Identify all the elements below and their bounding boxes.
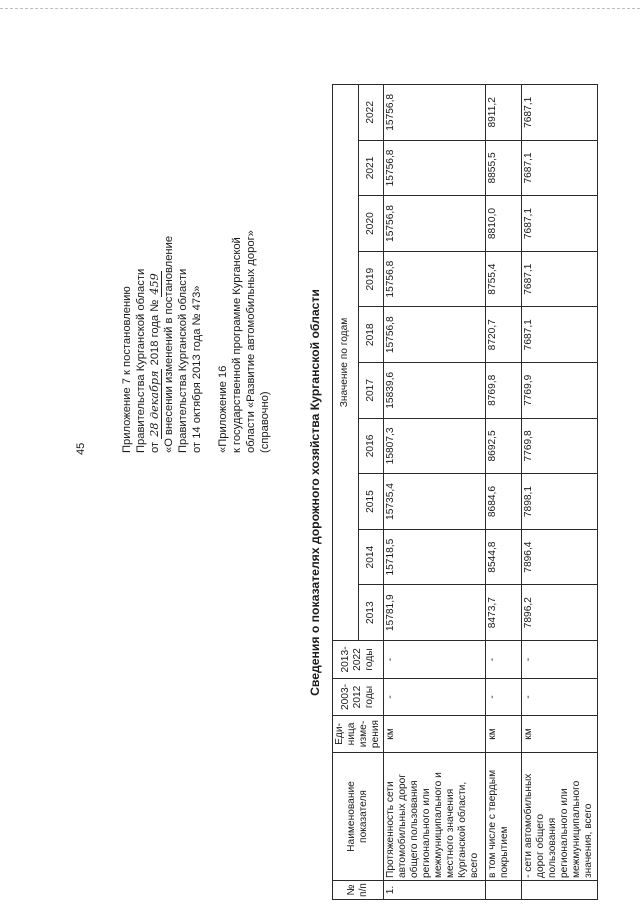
- value-cell: 15756,8: [384, 196, 486, 252]
- period-2003-2012-cell: -: [486, 679, 522, 716]
- value-cell: 8769,8: [486, 363, 522, 419]
- approval-line: Правительства Курганской области: [177, 268, 189, 453]
- indicator-name: в том числе с твердым покрытием: [486, 753, 522, 881]
- header-period-2003-2012: 2003-2012 годы: [333, 679, 384, 716]
- value-cell: 8911,2: [486, 85, 522, 141]
- header-values-by-year: Значение по годам: [333, 85, 359, 641]
- period-2013-2022-cell: -: [486, 641, 522, 679]
- value-cell: 8544,8: [486, 529, 522, 585]
- table-row: [522, 85, 598, 900]
- value-cell: 15756,8: [384, 307, 486, 363]
- row-number: 1.: [384, 881, 486, 900]
- value-cell: 8755,4: [486, 251, 522, 307]
- header-year: 2014: [358, 529, 384, 585]
- approval-date-prefix: от: [149, 441, 161, 453]
- value-cell: 7687,1: [522, 85, 598, 141]
- header-year: 2013: [358, 585, 384, 641]
- approval-date-line: [148, 113, 162, 453]
- unit-cell: км: [486, 716, 522, 753]
- approval-line: от 14 октября 2013 года № 473»: [191, 285, 203, 453]
- header-year: 2022: [358, 85, 384, 141]
- approval-line: «О внесении изменений в постановление: [163, 235, 175, 453]
- approval-block: [120, 113, 272, 453]
- value-cell: 7769,9: [522, 363, 598, 419]
- header-year: 2017: [358, 363, 384, 419]
- rotated-sheet: [90, 80, 594, 905]
- appendix-line: (справочно): [259, 391, 271, 453]
- value-cell: 15718,5: [384, 529, 486, 585]
- value-cell: 15735,4: [384, 474, 486, 530]
- appendix-line: области «Развитие автомобильных дорог»: [245, 230, 257, 453]
- row-number: [522, 881, 598, 900]
- table-row: [486, 85, 522, 900]
- value-cell: 7898,1: [522, 474, 598, 530]
- value-cell: 8855,5: [486, 140, 522, 196]
- value-cell: 15756,8: [384, 251, 486, 307]
- header-year: 2020: [358, 196, 384, 252]
- value-cell: 8810,0: [486, 196, 522, 252]
- header-name: Наименование показателя: [333, 753, 384, 881]
- value-cell: 15839,6: [384, 363, 486, 419]
- header-year: 2015: [358, 474, 384, 530]
- header-year: 2019: [358, 251, 384, 307]
- value-cell: 7687,1: [522, 140, 598, 196]
- scan-edge-line: [0, 8, 640, 9]
- indicators-table: [332, 84, 598, 900]
- value-cell: 15807,3: [384, 418, 486, 474]
- value-cell: 8684,6: [486, 474, 522, 530]
- approval-line: Приложение 7 к постановлению: [121, 286, 133, 453]
- period-2003-2012-cell: -: [384, 679, 486, 716]
- value-cell: 8692,5: [486, 418, 522, 474]
- value-cell: 7687,1: [522, 307, 598, 363]
- indicator-name: - сети автомобильных дорог общего пользования регионального или межмуниципального значения, всего: [522, 753, 598, 881]
- handwritten-number: 459: [148, 273, 161, 295]
- unit-cell: км: [522, 716, 598, 753]
- row-number: [486, 881, 522, 900]
- header-year: 2018: [358, 307, 384, 363]
- header-unit: Еди-ница изме-рения: [333, 716, 384, 753]
- value-cell: 8720,7: [486, 307, 522, 363]
- value-cell: 15756,8: [384, 140, 486, 196]
- header-year: 2016: [358, 418, 384, 474]
- value-cell: 7687,1: [522, 251, 598, 307]
- period-2013-2022-cell: -: [384, 641, 486, 679]
- value-cell: 7896,4: [522, 529, 598, 585]
- value-cell: 7769,8: [522, 418, 598, 474]
- value-cell: 8473,7: [486, 585, 522, 641]
- header-year: 2021: [358, 140, 384, 196]
- header-period-2013-2022: 2013-2022 годы: [333, 641, 384, 679]
- value-cell: 15781,9: [384, 585, 486, 641]
- page-number: 45: [75, 442, 87, 455]
- handwritten-date: 28 декабря: [148, 370, 161, 437]
- approval-date-middle: 2018 года №: [149, 299, 161, 366]
- appendix-line: «Приложение 16: [217, 365, 229, 453]
- value-cell: 7896,2: [522, 585, 598, 641]
- table-row: [384, 85, 486, 900]
- value-cell: 15756,8: [384, 85, 486, 141]
- period-2013-2022-cell: -: [522, 641, 598, 679]
- period-2003-2012-cell: -: [522, 679, 598, 716]
- value-cell: 7687,1: [522, 196, 598, 252]
- unit-cell: км: [384, 716, 486, 753]
- approval-line: Правительства Курганской области: [135, 268, 147, 453]
- header-num: № п/п: [333, 881, 384, 900]
- indicator-name: Протяженность сети автомобильных дорог общего пользования регионального или межмуниципального и местного значения Курганской области, всего: [384, 753, 486, 881]
- appendix-line: к государственной программе Курганской: [231, 237, 243, 453]
- document-title: Сведения о показателях дорожного хозяйства Курганской области: [308, 289, 322, 696]
